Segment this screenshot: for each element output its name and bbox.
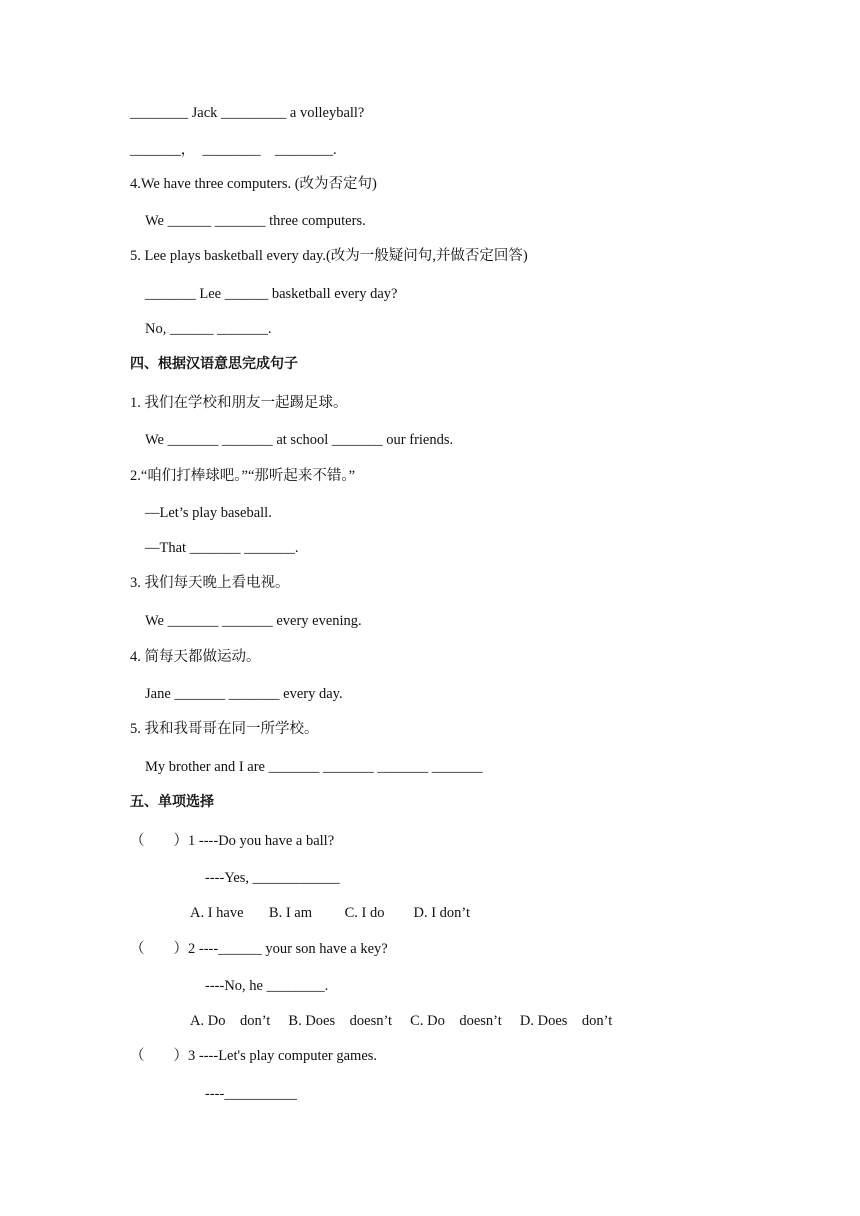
translation-2-line-a: —Let’s play baseball. <box>145 505 272 521</box>
choice-2-question: （ ）2 ----______ your son have a key? <box>130 941 388 957</box>
translation-1-prompt: 1. 我们在学校和朋友一起踢足球。 <box>130 395 348 411</box>
translation-2-prompt: 2.“咱们打棒球吧。”“那听起来不错。” <box>130 468 356 484</box>
translation-5-blank-line: My brother and I are _______ _______ _______ _______ <box>145 759 483 775</box>
translation-4-prompt: 4. 简每天都做运动。 <box>130 649 261 665</box>
translation-2-line-b: —That _______ _______. <box>145 540 299 556</box>
choice-1-options: A. I have B. I am C. I do D. I don’t <box>190 905 471 921</box>
question-4-prompt: 4.We have three computers. (改为否定句) <box>130 176 377 192</box>
question-5-prompt: 5. Lee plays basketball every day.(改为一般疑问句,并做否定回答) <box>130 248 528 264</box>
section-4-heading: 四、根据汉语意思完成句子 <box>130 356 298 372</box>
choice-1-response: ----Yes, ____________ <box>205 870 340 886</box>
question-3-answer-line: _______， ________ ________. <box>130 142 337 158</box>
translation-3-prompt: 3. 我们每天晚上看电视。 <box>130 575 290 591</box>
question-5-blank-line: _______ Lee ______ basketball every day? <box>145 286 398 302</box>
choice-2-response: ----No, he ________. <box>205 978 329 994</box>
question-4-blank-line: We ______ _______ three computers. <box>145 213 366 229</box>
choice-3-question: （ ）3 ----Let's play computer games. <box>130 1048 378 1064</box>
translation-4-blank-line: Jane _______ _______ every day. <box>145 686 343 702</box>
choice-3-response: ----__________ <box>205 1086 297 1102</box>
choice-2-options: A. Do don’t B. Does doesn’t C. Do doesn’t D. Does don’t <box>190 1013 613 1029</box>
question-3-blank-line: ________ Jack _________ a volleyball? <box>130 105 365 121</box>
section-5-heading: 五、单项选择 <box>130 794 214 810</box>
question-5-answer-line: No, ______ _______. <box>145 321 272 337</box>
translation-3-blank-line: We _______ _______ every evening. <box>145 613 362 629</box>
translation-1-blank-line: We _______ _______ at school _______ our friends. <box>145 432 454 448</box>
translation-5-prompt: 5. 我和我哥哥在同一所学校。 <box>130 721 319 737</box>
choice-1-question: （ ）1 ----Do you have a ball? <box>130 833 335 849</box>
